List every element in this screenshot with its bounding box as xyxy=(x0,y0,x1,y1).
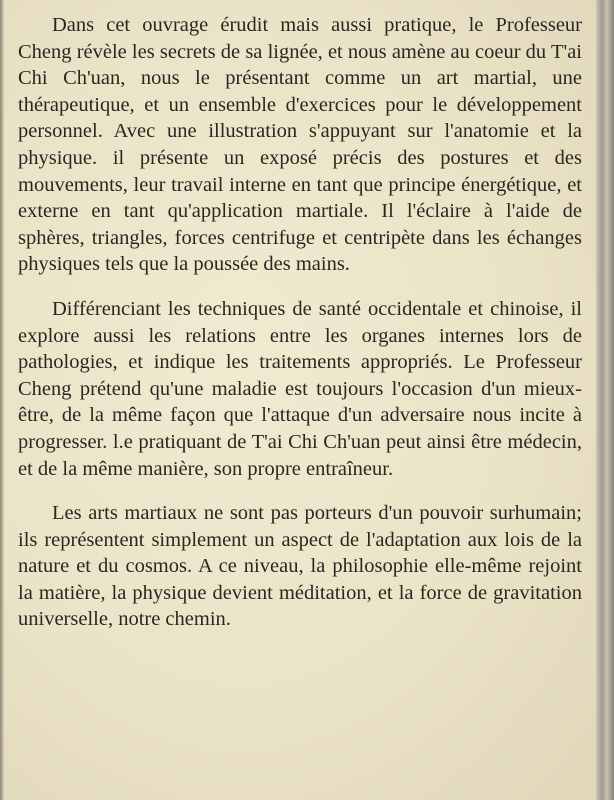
paragraph-2: Différenciant les techniques de santé occidentale et chinoise, il explore aussi les relations entre les organes internes lors de pathologies, et indique les traitements appropriés. Le Professeur Cheng prétend qu'une maladie est toujours l'occasion d'un mieux-être, de la même façon que l'attaque d'un adversaire nous incite à progresser. l.e pratiquant de T'ai Chi Ch'uan peut ainsi être médecin, et de la même manière, son propre entraîneur. xyxy=(18,297,582,480)
paragraph-1: Dans cet ouvrage érudit mais aussi pratique, le Professeur Cheng révèle les secrets de sa lignée, et nous amène au coeur du T'ai Chi Ch'uan, nous le présentant comme un art martial, une thérapeutique, et un ensemble d'exercices pour le développement personnel. Avec une illustration s'appuyant sur l'anatomie et la physique. il présente un exposé précis des postures et des mouvements, leur travail interne en tant que principe énergétique, et externe en tant qu'application martiale. Il l'éclaire à l'aide de sphères, triangles, forces centrifuge et centripète dans les échanges physiques tels que la poussée des mains. xyxy=(18,14,582,276)
paragraph-3: Les arts martiaux ne sont pas porteurs d'un pouvoir surhumain; ils représentent simplement un aspect de l'adaptation aux lois de la nature et du cosmos. A ce niveau, la philosophie elle-même rejoint la matière, la physique devient méditation, et la force de gravitation universelle, notre chemin. xyxy=(18,502,582,631)
cover-edge-right xyxy=(596,0,614,800)
back-cover-text-panel xyxy=(4,0,596,800)
